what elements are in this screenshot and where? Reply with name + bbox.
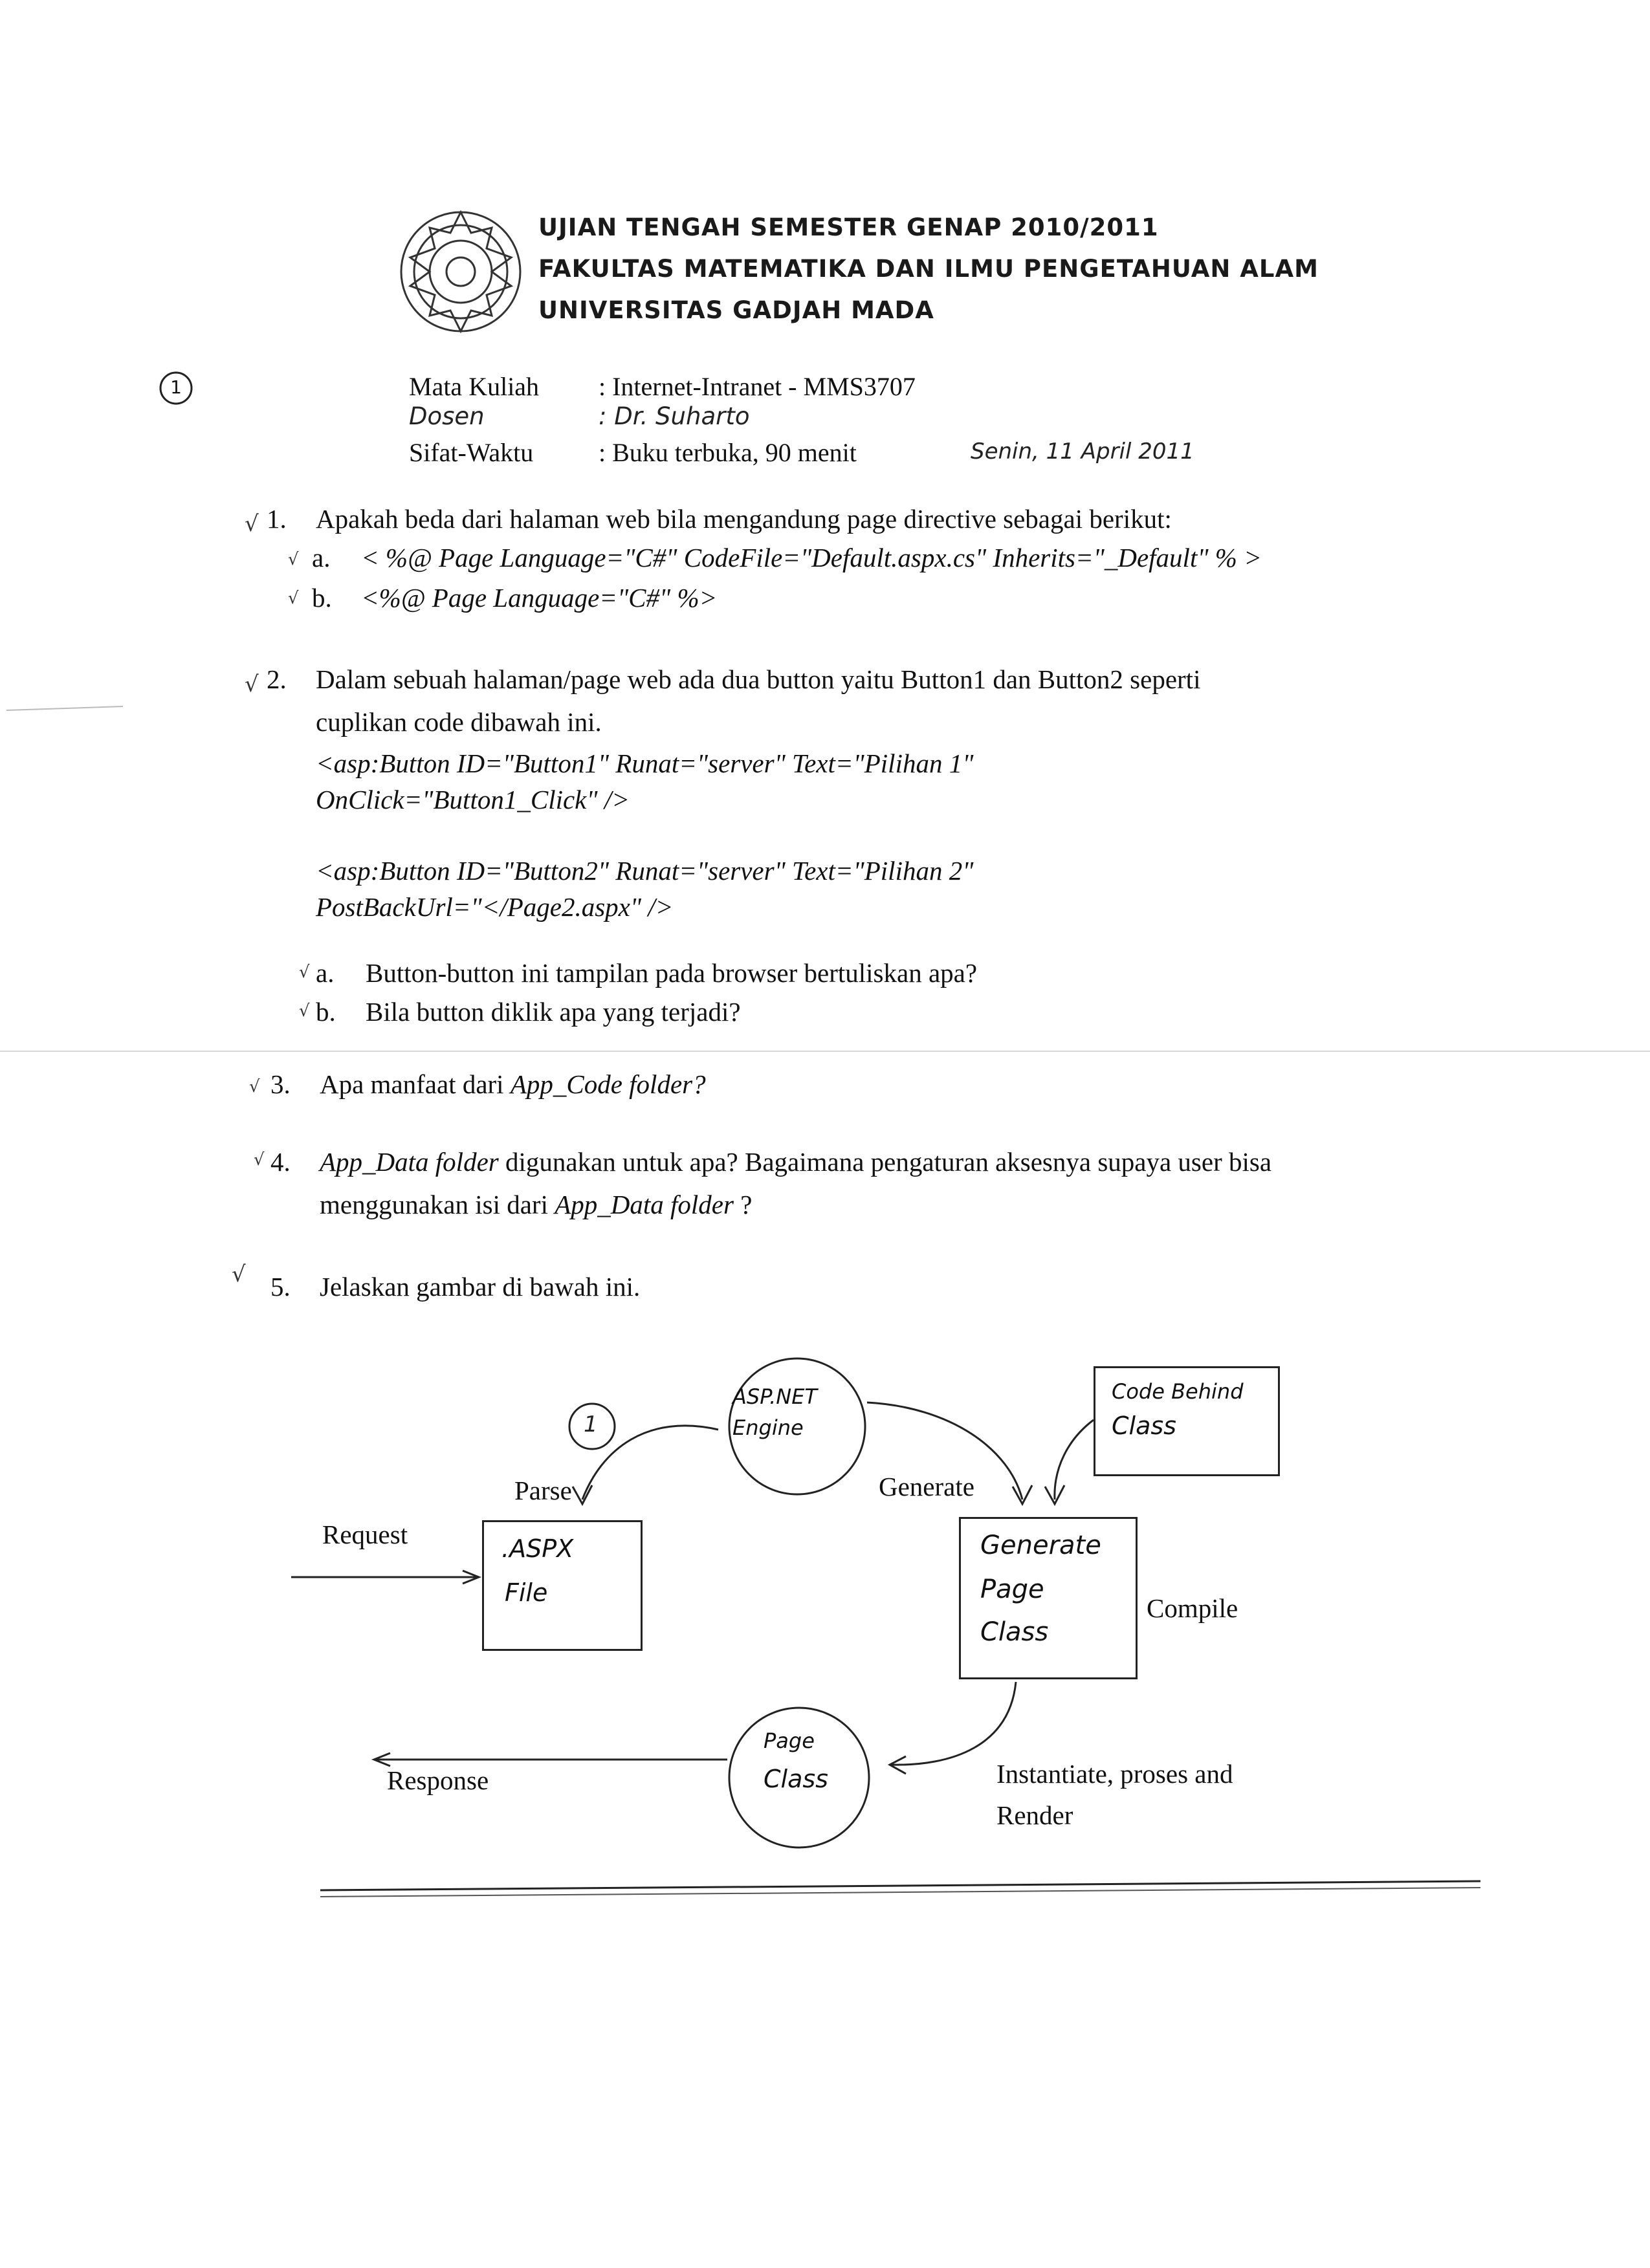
mode-value: : Buku terbuka, 90 menit — [599, 438, 857, 467]
q1-b-text: <%@ Page Language="C#" %> — [361, 583, 718, 613]
label-generate: Generate — [879, 1472, 974, 1501]
q1-a-label: a. — [312, 543, 331, 572]
stray-mark — [6, 706, 123, 710]
q5-number: 5. — [270, 1272, 291, 1302]
q1-number: 1. — [267, 504, 287, 534]
q5-text: Jelaskan gambar di bawah ini. — [320, 1272, 641, 1302]
codebehind-line1: Code Behind — [1112, 1379, 1244, 1404]
course-value: : Internet-Intranet - MMS3707 — [599, 372, 916, 401]
q3-number: 3. — [270, 1069, 291, 1099]
university-name: UNIVERSITAS GADJAH MADA — [538, 296, 934, 324]
university-seal-icon — [401, 212, 520, 331]
instantiate-arrow — [892, 1682, 1016, 1765]
check-mark-icon: √ — [288, 589, 299, 608]
q2-code1-line2: OnClick="Button1_Click" /> — [316, 785, 630, 814]
generate-line1: Generate — [980, 1531, 1101, 1560]
generate-line3: Class — [980, 1617, 1049, 1647]
label-instantiate-line2: Render — [996, 1800, 1073, 1830]
q1-b-label: b. — [312, 583, 332, 613]
course-label: Mata Kuliah — [409, 372, 540, 401]
generate-line2: Page — [980, 1575, 1044, 1604]
hand-mark: 1 — [584, 1412, 598, 1437]
exam-date: Senin, 11 April 2011 — [971, 439, 1194, 464]
q1-a-text: < %@ Page Language="C#" CodeFile="Default.aspx.cs" Inherits="_Default" % > — [361, 543, 1262, 572]
q2-line2: cuplikan code dibawah ini. — [316, 707, 602, 737]
q3-text — [320, 1069, 706, 1100]
check-mark-icon: √ — [288, 550, 299, 569]
mode-label: Sifat-Waktu — [409, 438, 534, 467]
label-request: Request — [322, 1520, 408, 1549]
lecturer-value: : Dr. Suharto — [599, 402, 750, 430]
check-mark-icon: √ — [299, 963, 310, 982]
check-mark-icon: √ — [232, 1261, 246, 1287]
page-line1: Page — [764, 1728, 815, 1753]
q3-text-plain: Apa manfaat dari — [320, 1069, 511, 1099]
q2-a-text: Button-button ini tampilan pada browser bertuliskan apa? — [366, 958, 978, 988]
faculty-name: FAKULTAS MATEMATIKA DAN ILMU PENGETAHUAN ALAM — [538, 255, 1319, 283]
parse-arrow — [582, 1426, 718, 1499]
check-mark-icon: √ — [245, 671, 259, 697]
label-parse: Parse — [514, 1476, 572, 1505]
q3-text-italic: App_Code folder? — [510, 1069, 706, 1099]
codebehind-arrow — [1055, 1420, 1094, 1499]
q4-line1-plain: digunakan untuk apa? Bagaimana pengaturan aksesnya supaya user bisa — [498, 1147, 1272, 1177]
q2-line1: Dalam sebuah halaman/page web ada dua button yaitu Button1 dan Button2 seperti — [316, 664, 1201, 694]
q4-line1-italic: App_Data folder — [320, 1147, 499, 1177]
q4-line1 — [320, 1146, 1271, 1178]
exam-title: UJIAN TENGAH SEMESTER GENAP 2010/2011 — [538, 213, 1159, 241]
check-mark-icon: √ — [299, 1001, 310, 1021]
label-response: Response — [387, 1765, 489, 1795]
q2-code2-line2: PostBackUrl="</Page2.aspx" /> — [316, 892, 674, 922]
aspx-line1: .ASPX — [501, 1534, 574, 1563]
q4-line2-plain: menggunakan isi dari — [320, 1190, 555, 1219]
aspx-line2: File — [505, 1578, 548, 1607]
check-mark-icon: √ — [245, 511, 259, 537]
q4-line2-end: ? — [733, 1190, 753, 1219]
codebehind-line2: Class — [1112, 1412, 1176, 1440]
q2-number: 2. — [267, 664, 287, 694]
check-mark-icon: √ — [254, 1150, 265, 1170]
check-mark-icon: √ — [249, 1077, 260, 1096]
q4-line2 — [320, 1189, 752, 1221]
lecturer-label: Dosen — [409, 402, 485, 430]
q1-text: Apakah beda dari halaman web bila mengandung page directive sebagai berikut: — [316, 504, 1172, 534]
q2-b-label: b. — [316, 997, 336, 1027]
label-instantiate-line1: Instantiate, proses and — [996, 1759, 1233, 1789]
q2-code2-line1: <asp:Button ID="Button2" Runat="server" Text="Pilihan 2" — [316, 856, 974, 886]
engine-line1: ASP.NET — [732, 1384, 817, 1409]
q2-code1-line1: <asp:Button ID="Button1" Runat="server" Text="Pilihan 1" — [316, 748, 974, 778]
q2-b-text: Bila button diklik apa yang terjadi? — [366, 997, 741, 1027]
q4-number: 4. — [270, 1147, 291, 1177]
page-line2: Class — [764, 1765, 828, 1793]
page-mark: 1 — [170, 376, 182, 398]
q2-a-label: a. — [316, 958, 335, 988]
q4-line2-italic: App_Data folder — [555, 1190, 734, 1219]
engine-line2: Engine — [732, 1415, 804, 1440]
label-compile: Compile — [1147, 1593, 1238, 1623]
